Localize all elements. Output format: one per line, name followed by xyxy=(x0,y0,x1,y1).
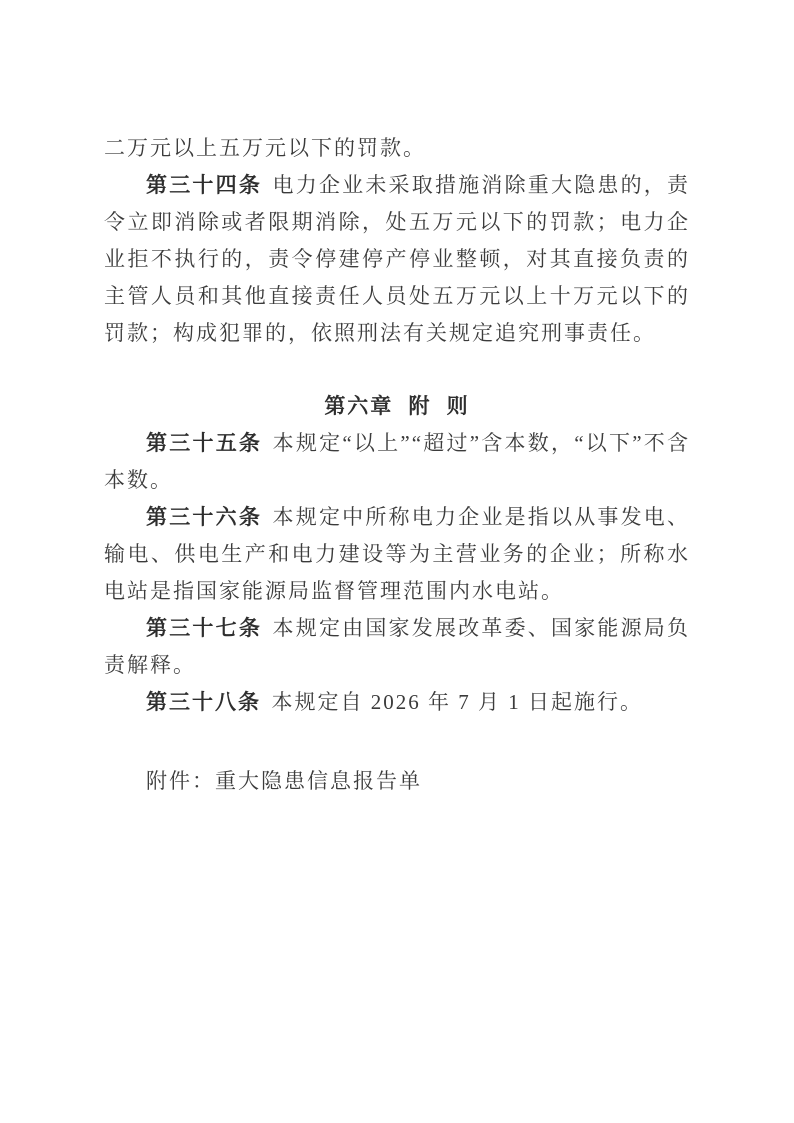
article-36-text: 本规定中所称电力企业是指以从事发电、输电、供电生产和电力建设等为主营业务的企业；所称水电站是指国家能源局监督管理范围内水电站。 xyxy=(104,505,691,603)
chapter-heading: 第六章 附 则 xyxy=(324,395,470,418)
article-36-label: 第三十六条 xyxy=(146,506,263,529)
paragraph-article-38 xyxy=(104,684,690,721)
article-34-text: 电力企业未采取措施消除重大隐患的，责令立即消除或者限期消除，处五万元以下的罚款；电力企业拒不执行的，责令停建停产停业整顿，对其直接负责的主管人员和其他直接责任人员处五万元以上十万元以下的罚款；构成犯罪的，依照刑法有关规定追究刑事责任。 xyxy=(104,173,691,345)
article-34-label: 第三十四条 xyxy=(146,174,263,197)
paragraph-continuation: 二万元以上五万元以下的罚款。 xyxy=(104,136,426,160)
article-38-label: 第三十八条 xyxy=(146,691,261,714)
article-37-label: 第三十七条 xyxy=(146,617,263,640)
paragraph-article-34 xyxy=(104,167,690,352)
paragraph-article-36 xyxy=(104,499,690,610)
paragraph-article-35 xyxy=(104,425,690,499)
document-content xyxy=(104,130,690,800)
paragraph-article-37 xyxy=(104,610,690,684)
attachment-note: 附件：重大隐患信息报告单 xyxy=(146,769,422,793)
article-35-text: 本规定“以上”“超过”含本数，“以下”不含本数。 xyxy=(104,431,690,492)
article-38-text: 本规定自 2026 年 7 月 1 日起施行。 xyxy=(271,690,643,714)
article-35-label: 第三十五条 xyxy=(146,432,263,455)
article-37-text: 本规定由国家发展改革委、国家能源局负责解释。 xyxy=(104,616,691,677)
